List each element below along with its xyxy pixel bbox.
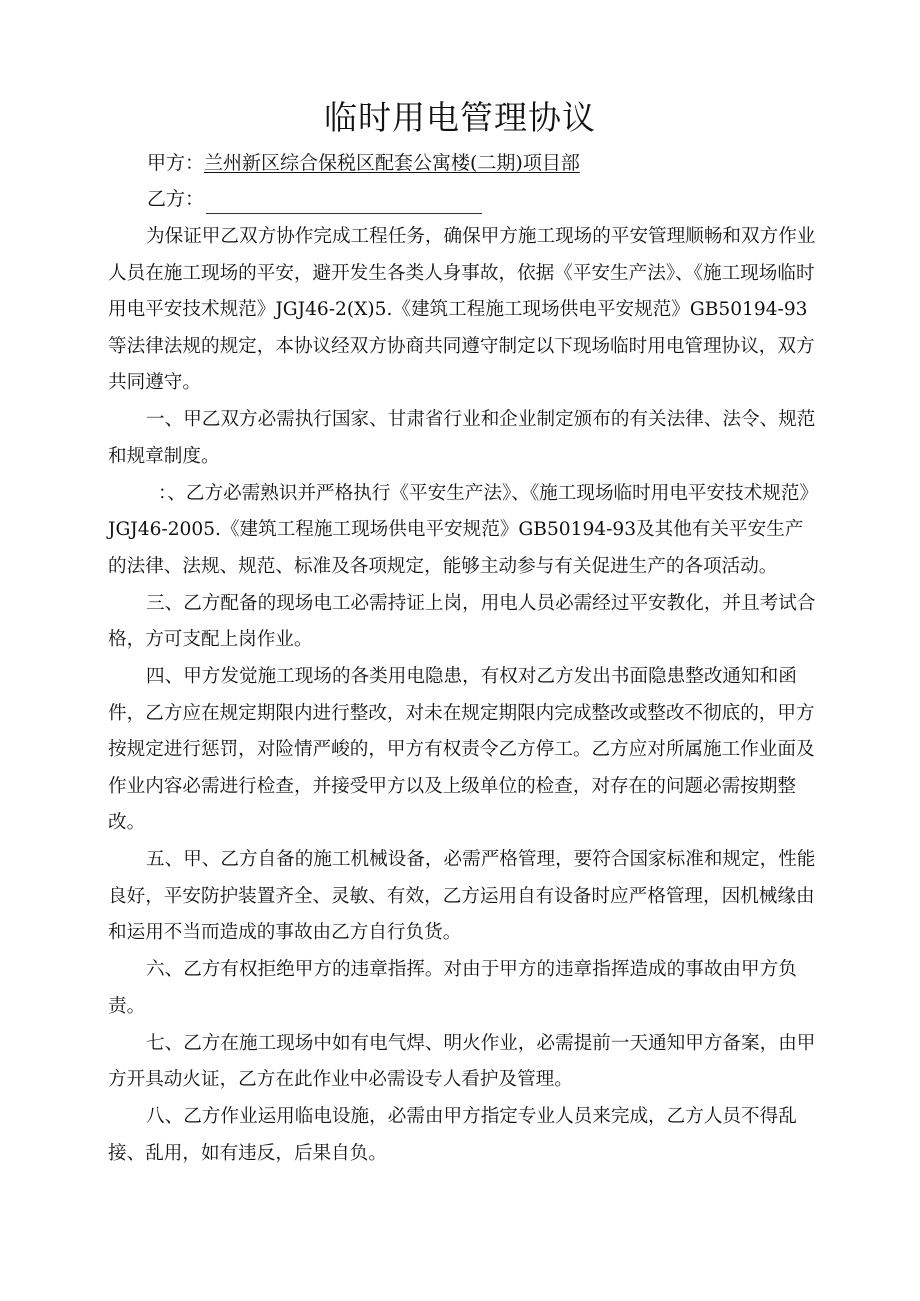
party-a-line xyxy=(147,148,580,178)
agreement-body xyxy=(108,219,820,1172)
party-b-line xyxy=(147,184,482,214)
party-a-label: 甲方： xyxy=(147,152,205,174)
document-title: 临时用电管理协议 xyxy=(324,98,596,137)
party-b-blank xyxy=(206,193,482,214)
paragraph-clause-8: 八、乙方作业运用临电设施，必需由甲方指定专业人员来完成，乙方人员不得乱接、乱用，如有违反，后果自负。 xyxy=(108,1106,797,1164)
paragraph-clause-7: 七、乙方在施工现场中如有电气焊、明火作业，必需提前一天通知甲方备案，由甲方开具动火证，乙方在此作业中必需设专人看护及管理。 xyxy=(108,1032,816,1090)
paragraph-clause-5: 五、甲、乙方自备的施工机械设备，必需严格管理，要符合国家标准和规定，性能良好，平安防护装置齐全、灵敏、有效，乙方运用自有设备时应严格管理，因机械缘由和运用不当而造成的事故由乙方自行负货。 xyxy=(108,849,816,943)
paragraph-clause-2: ：、乙方必需熟识并严格执行《平安生产法》、《施工现场临时用电平安技术规范》JGJ46-2005.《建筑工程施工现场供电平安规范》GB50194-93及其他有关平安生产的法律、法规、规范、标准及各项规定，能够主动参与有关促进生产的各项活动。 xyxy=(108,482,819,577)
party-b-label: 乙方： xyxy=(147,188,205,210)
paragraph-clause-6: 六、乙方有权拒绝甲方的违章指挥。对由于甲方的违章指挥造成的事故由甲方负责。 xyxy=(108,959,797,1017)
paragraph-clause-3: 三、乙方配备的现场电工必需持证上岗，用电人员必需经过平安教化，并且考试合格，方可支配上岗作业。 xyxy=(108,592,816,650)
paragraph-clause-4: 四、甲方发觉施工现场的各类用电隐患，有权对乙方发出书面隐患整改通知和函件，乙方应在规定期限内进行整改，对未在规定期限内完成整改或整改不彻底的，甲方按规定进行惩罚，对险情严峻的，甲方有权责令乙方停工。乙方应对所属施工作业面及作业内容必需进行检查，并接受甲方以及上级单位的检查，对存在的问题必需按期整改。 xyxy=(108,666,815,833)
party-a-value: 兰州新区综合保税区配套公寓楼(二期)项目部 xyxy=(204,152,580,174)
paragraph-clause-1: 一、甲乙双方必需执行国家、甘肃省行业和企业制定颁布的有关法律、法令、规范和规章制度。 xyxy=(108,409,816,467)
paragraph-intro: 为保证甲乙双方协作完成工程任务，确保甲方施工现场的平安管理顺畅和双方作业人员在施工现场的平安，避开发生各类人身事故，依据《平安生产法》、《施工现场临时用电平安技术规范》JGJ46-2(X)5.《建筑工程施工现场供电平安规范》GB50194-93等法律法规的规定，本协议经双方协商共同遵守制定以下现场临时用电管理协议，双方共同遵守。 xyxy=(108,226,816,393)
